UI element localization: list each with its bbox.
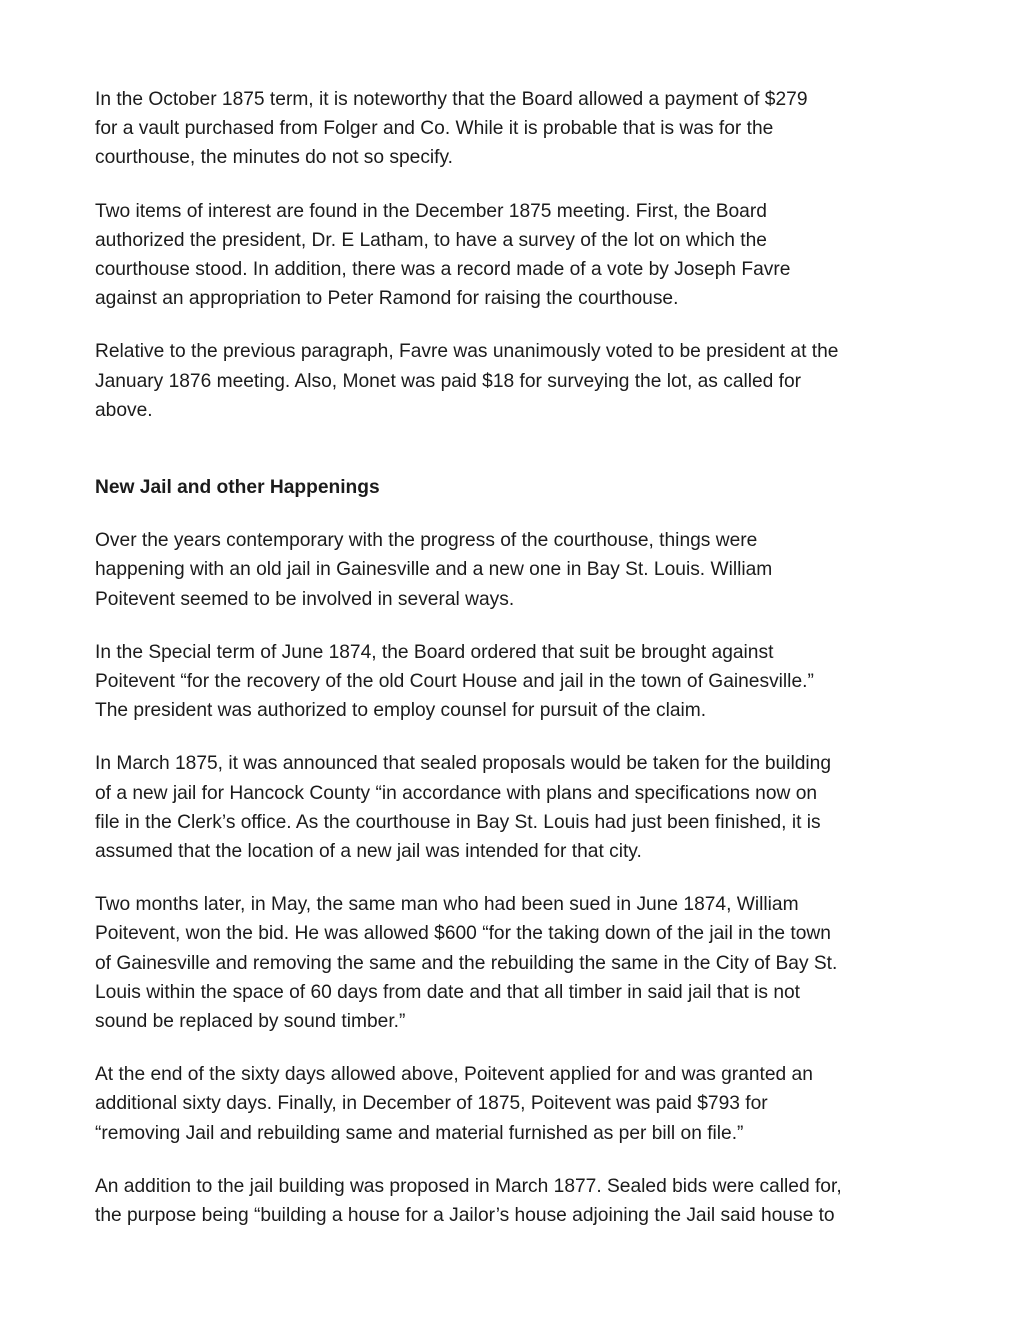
paragraph-may-bid: Two months later, in May, the same man who had been sued in June 1874, William Poitevent, won the bid. He was allowed $600 “for the taking down of the jail in the town of Gainesville and removing the same and the rebuilding the same in the City of Bay St. Louis within the space of 60 days from date and that all timber in said jail that is not sound be replaced by sound timber.” [95, 894, 838, 1033]
paragraph-favre-president: Relative to the previous paragraph, Favre was unanimously voted to be president at the January 1876 meeting. Also, Monet was paid $18 for surveying the lot, as called for above. [95, 341, 839, 421]
paragraph-extension-payment: At the end of the sixty days allowed above, Poitevent applied for and was granted an additional sixty days. Finally, in December of 1875, Poitevent was paid $793 for “removing Jail and rebuilding same and material furnished as per bill on file.” [95, 1064, 813, 1144]
section-heading: New Jail and other Happenings [95, 477, 380, 499]
paragraph-jail-overview: Over the years contemporary with the progress of the courthouse, things were happening with an old jail in Gainesville and a new one in Bay St. Louis. William Poitevent seemed to be involved in several ways. [95, 530, 773, 610]
document-body [95, 85, 930, 1254]
paragraph-jail-addition: An addition to the jail building was proposed in March 1877. Sealed bids were called for, the purpose being “building a house for a Jailor’s house adjoining the Jail said house to [95, 1175, 842, 1227]
section-spacer [95, 449, 930, 473]
paragraph-march-1875-proposals: In March 1875, it was announced that sealed proposals would be taken for the building of a new jail for Hancock County “in accordance with plans and specifications now on file in the Clerk’s office. As the courthouse in Bay St. Louis had just been finished, it is assumed that the location of a new jail was intended for that city. [95, 753, 832, 863]
paragraph-december-meeting: Two items of interest are found in the December 1875 meeting. First, the Board authorized the president, Dr. E Latham, to have a survey of the lot on which the courthouse stood. In addition, there was a record made of a vote by Joseph Favre against an appropriation to Peter Ramond for raising the courthouse. [95, 200, 791, 310]
paragraph-june-1874-suit: In the Special term of June 1874, the Board ordered that suit be brought against Poitevent “for the recovery of the old Court House and jail in the town of Gainesville.” The president was authorized to employ counsel for pursuit of the claim. [95, 641, 814, 722]
paragraph-vault-payment: In the October 1875 term, it is noteworthy that the Board allowed a payment of $279 for a vault purchased from Folger and Co. While it is probable that is was for the courthouse, the minutes do not so specify. [95, 89, 808, 169]
